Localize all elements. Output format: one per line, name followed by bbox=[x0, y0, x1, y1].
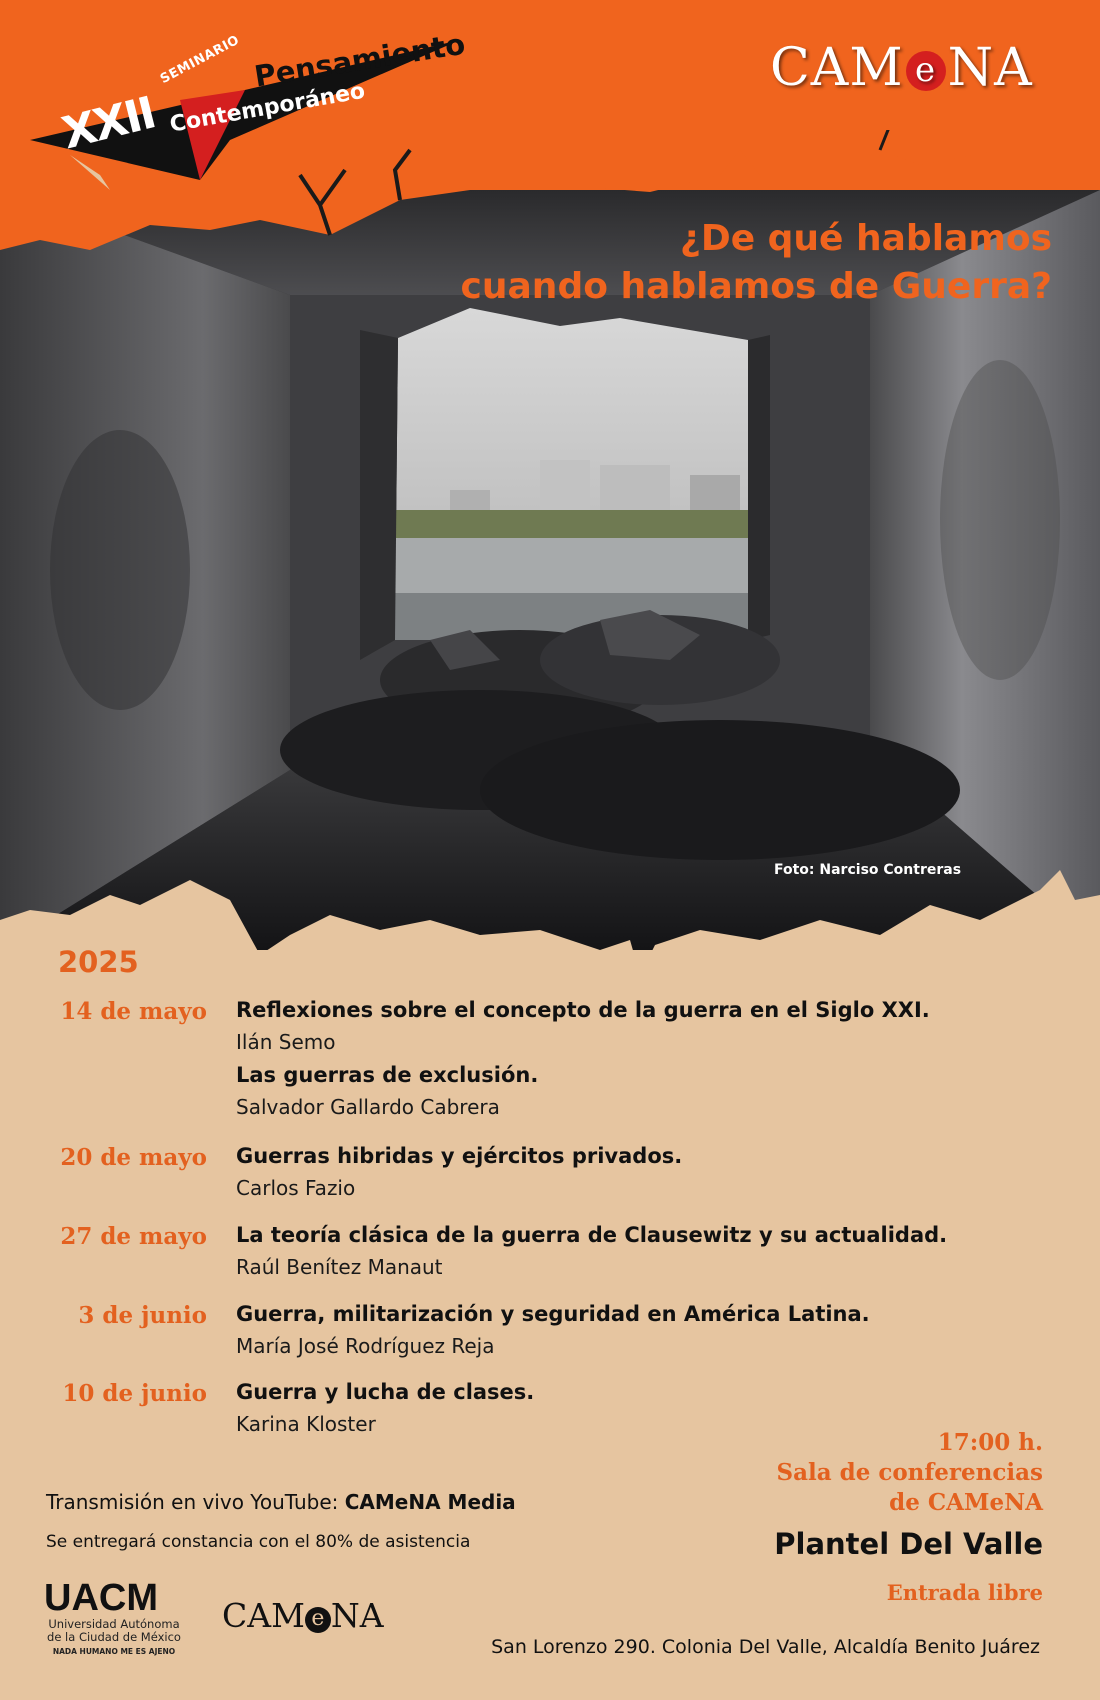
camena-logo-top bbox=[770, 38, 1033, 98]
address: San Lorenzo 290. Colonia Del Valle, Alcaldía Benito Juárez bbox=[491, 1636, 1040, 1658]
camena-logo-right: NA bbox=[947, 38, 1033, 98]
talk-speaker: Salvador Gallardo Cabrera bbox=[236, 1095, 500, 1119]
talk-title: Las guerras de exclusión. bbox=[236, 1063, 539, 1087]
camena-logo-bottom-left: CAM bbox=[222, 1596, 305, 1635]
uacm-acronym: UACM bbox=[44, 1577, 158, 1619]
bottom-jagged-edge bbox=[0, 860, 1100, 1000]
talk-speaker: Ilán Semo bbox=[236, 1030, 336, 1054]
stream-info bbox=[46, 1490, 516, 1514]
uacm-name-line2: de la Ciudad de México bbox=[47, 1630, 181, 1644]
talk bbox=[236, 1063, 538, 1119]
camena-logo-e: e bbox=[906, 51, 946, 91]
schedule-date: 10 de junio bbox=[62, 1380, 207, 1407]
constancia-note: Se entregará constancia con el 80% de asistencia bbox=[46, 1532, 471, 1552]
headline-line2: cuando hablamos de Guerra? bbox=[460, 266, 1052, 307]
schedule-date: 20 de mayo bbox=[60, 1144, 207, 1171]
seminar-label: SEMINARIO bbox=[157, 32, 243, 87]
venue-plantel: Plantel Del Valle bbox=[774, 1527, 1043, 1561]
talk bbox=[236, 1302, 870, 1358]
talk-title: Guerras hibridas y ejércitos privados. bbox=[236, 1144, 683, 1168]
schedule-date: 3 de junio bbox=[78, 1302, 207, 1329]
talk bbox=[236, 998, 930, 1054]
uacm-name-line1: Universidad Autónoma bbox=[48, 1617, 180, 1631]
seminar-title-line1: Pensamiento bbox=[252, 26, 468, 94]
uacm-motto: NADA HUMANO ME ES AJENO bbox=[52, 1647, 176, 1656]
seminar-number: XXII bbox=[57, 87, 160, 160]
talk-speaker: Raúl Benítez Manaut bbox=[236, 1255, 443, 1279]
camena-logo-bottom-right: NA bbox=[330, 1596, 384, 1635]
headline-line1: ¿De qué hablamos bbox=[679, 218, 1052, 259]
schedule-date: 27 de mayo bbox=[60, 1223, 207, 1250]
camena-logo-left: CAM bbox=[770, 38, 904, 98]
talk-title: Guerra, militarización y seguridad en América Latina. bbox=[236, 1302, 870, 1326]
seminar-logo bbox=[30, 20, 470, 205]
talk-speaker: Carlos Fazio bbox=[236, 1176, 356, 1200]
camena-logo-bottom bbox=[222, 1596, 384, 1635]
event-time: 17:00 h. bbox=[937, 1429, 1043, 1456]
talk-speaker: María José Rodríguez Reja bbox=[236, 1334, 495, 1358]
schedule-date: 14 de mayo bbox=[60, 998, 207, 1025]
talk bbox=[236, 1223, 947, 1279]
talk bbox=[236, 1144, 682, 1200]
talk-title: Reflexiones sobre el concepto de la guerra en el Siglo XXI. bbox=[236, 998, 930, 1022]
venue-sala-line2: de CAMeNA bbox=[889, 1489, 1043, 1516]
talk-speaker: Karina Kloster bbox=[236, 1412, 376, 1436]
headline bbox=[412, 215, 1052, 311]
venue-sala-line1: Sala de conferencias bbox=[776, 1459, 1043, 1486]
talk-title: La teoría clásica de la guerra de Clausewitz y su actualidad. bbox=[236, 1223, 948, 1247]
talk-title: Guerra y lucha de clases. bbox=[236, 1380, 535, 1404]
talk bbox=[236, 1380, 534, 1436]
seminar-title-line2: Contemporáneo bbox=[168, 78, 367, 138]
entrada-libre: Entrada libre bbox=[886, 1580, 1043, 1605]
camena-logo-bottom-e: e bbox=[305, 1607, 331, 1633]
venue-info bbox=[543, 1428, 1043, 1605]
year: 2025 bbox=[58, 945, 139, 979]
stream-channel: CAMeNA Media bbox=[344, 1490, 516, 1514]
photo-credit: Foto: Narciso Contreras bbox=[774, 862, 962, 878]
uacm-logo bbox=[44, 1578, 184, 1656]
stream-prefix: Transmisión en vivo YouTube: bbox=[46, 1490, 345, 1514]
